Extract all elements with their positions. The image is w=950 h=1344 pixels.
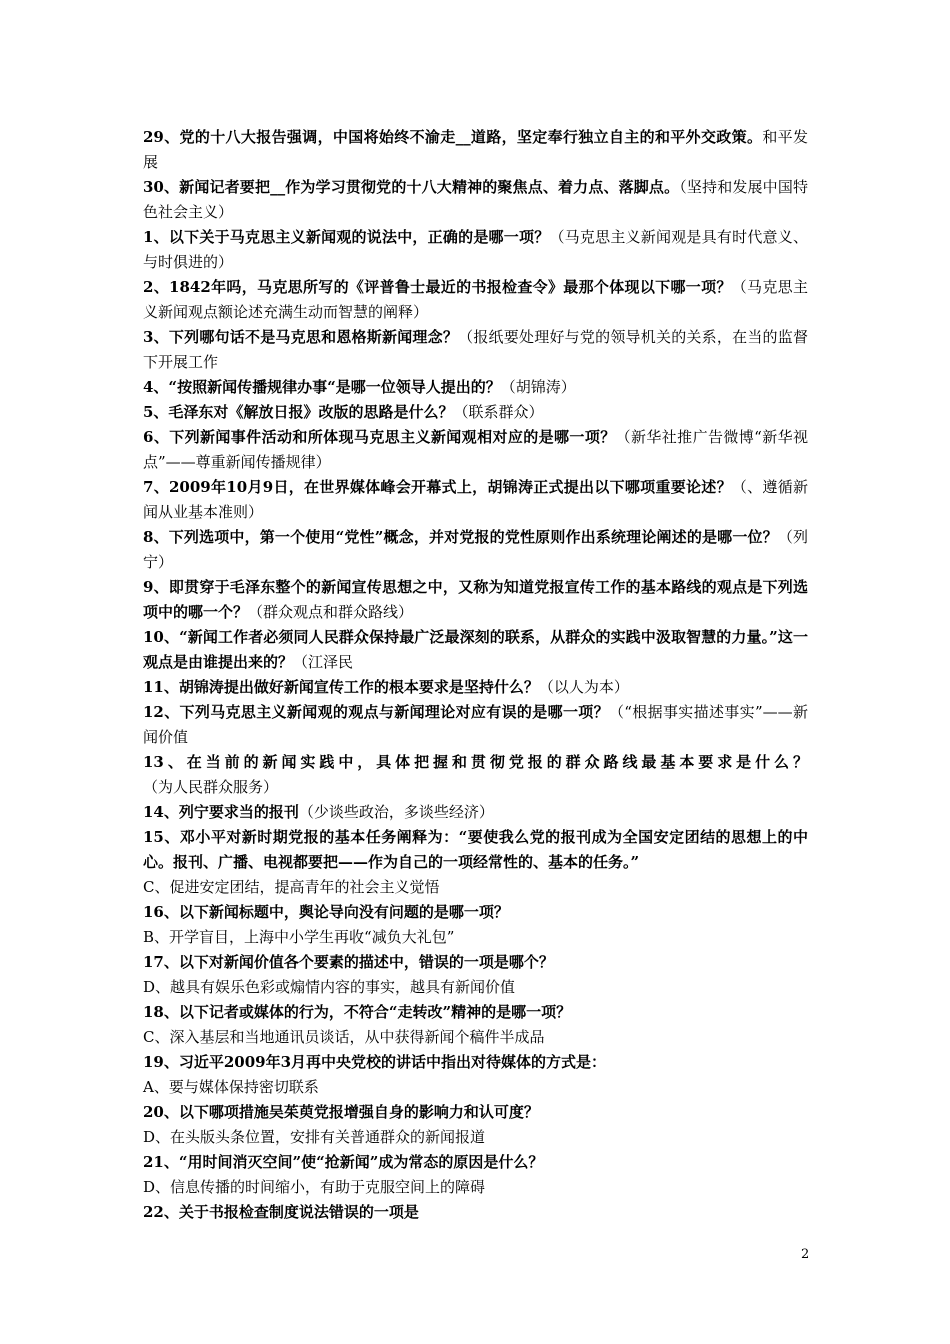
list-item — [143, 325, 808, 375]
list-item — [143, 225, 808, 275]
answer-text: B、开学盲目，上海中小学生再收“减负大礼包” — [143, 928, 455, 946]
question-text: 3、下列哪句话不是马克思和恩格斯新闻理念？ — [143, 328, 459, 346]
answer-text: （江泽民 — [293, 653, 354, 671]
list-item — [143, 800, 808, 825]
list-item — [143, 375, 808, 400]
question-list — [143, 125, 808, 1225]
question-text: 19、习近平2009年3月再中央党校的讲话中指出对待媒体的方式是： — [143, 1053, 607, 1071]
answer-text: （联系群众） — [453, 403, 544, 421]
list-item — [143, 475, 808, 525]
answer-text: （、遵循新闻从业基本准则） — [143, 478, 808, 521]
list-item — [143, 425, 808, 475]
question-text: 6、下列新闻事件活动和所体现马克思主义新闻观相对应的是哪一项？ — [143, 428, 616, 446]
answer-text: （新华社推广告微博“新华视点”——尊重新闻传播规律） — [143, 428, 808, 471]
question-text: 21、“用时间消灭空间”使“抢新闻”成为常态的原因是什么？ — [143, 1153, 544, 1171]
list-item — [143, 1050, 808, 1075]
answer-text: D、在头版头条位置，安排有关普通群众的新闻报道 — [143, 1128, 486, 1146]
answer-text: （胡锦涛） — [500, 378, 576, 396]
list-item — [143, 675, 808, 700]
answer-text: D、信息传播的时间缩小，有助于克服空间上的障碍 — [143, 1178, 486, 1196]
answer-text: （马克思主义新闻观是具有时代意义、与时俱进的） — [143, 228, 808, 271]
answer-text: C、促进安定团结，提高青年的社会主义觉悟 — [143, 878, 440, 896]
list-item — [143, 1100, 808, 1125]
list-item — [143, 700, 808, 750]
question-text: 16、以下新闻标题中，舆论导向没有问题的是哪一项？ — [143, 903, 509, 921]
question-text: 15、邓小平对新时期党报的基本任务阐释为：“要使我么党的报刊成为全国安定团结的思想上的中心。报刊、广播、电视都要把——作为自己的一项经常性的、基本的任务。” — [143, 828, 808, 871]
question-text: 18、以下记者或媒体的行为，不符合“走转改”精神的是哪一项？ — [143, 1003, 572, 1021]
answer-text: （“根据事实描述事实”——新闻价值 — [143, 703, 808, 746]
question-text: 22、关于书报检查制度说法错误的一项是 — [143, 1203, 419, 1221]
list-item — [143, 825, 808, 875]
question-text: 13、在当前的新闻实践中，具体把握和贯彻党报的群众路线最基本要求是什么？ — [143, 753, 808, 771]
question-text: 2、1842年吗，马克思所写的《评普鲁士最近的书报检查令》最那个体现以下哪一项？ — [143, 278, 732, 296]
list-item — [143, 950, 808, 975]
answer-text: （以人为本） — [538, 678, 629, 696]
answer-text: （少谈些政治，多谈些经济） — [298, 803, 494, 821]
list-item — [143, 275, 808, 325]
question-text: 5、毛泽东对《解放日报》改版的思路是什么？ — [143, 403, 454, 421]
answer-text: （报纸要处理好与党的领导机关的关系，在当的监督下开展工作 — [143, 328, 808, 371]
list-item — [143, 925, 808, 950]
list-item — [143, 1125, 808, 1150]
question-text: 12、下列马克思主义新闻观的观点与新闻理论对应有误的是哪一项？ — [143, 703, 609, 721]
list-item — [143, 175, 808, 225]
list-item — [143, 125, 808, 175]
list-item — [143, 875, 808, 900]
list-item — [143, 1175, 808, 1200]
answer-text: （列宁） — [143, 528, 808, 571]
list-item — [143, 975, 808, 1000]
answer-text: C、深入基层和当地通讯员谈话，从中获得新闻个稿件半成品 — [143, 1028, 545, 1046]
page-number: 2 — [801, 1247, 810, 1262]
answer-text: （群众观点和群众路线） — [248, 603, 414, 621]
question-text: 4、“按照新闻传播规律办事“是哪一位领导人提出的？ — [143, 378, 501, 396]
question-text: 14、列宁要求当的报刊 — [143, 803, 299, 821]
question-text: 8、下列选项中，第一个使用“党性”概念，并对党报的党性原则作出系统理论阐述的是哪一位？ — [143, 528, 778, 546]
answer-text: A、要与媒体保持密切联系 — [143, 1078, 319, 1096]
list-item — [143, 1000, 808, 1025]
answer-text: D、越具有娱乐色彩或煽情内容的事实，越具有新闻价值 — [143, 978, 516, 996]
list-item — [143, 900, 808, 925]
question-text: 9、即贯穿于毛泽东整个的新闻宣传思想之中，又称为知道党报宣传工作的基本路线的观点是下列选项中的哪一个？ — [143, 578, 808, 621]
question-text: 11、胡锦涛提出做好新闻宣传工作的根本要求是坚持什么？ — [143, 678, 539, 696]
question-text: 1、以下关于马克思主义新闻观的说法中，正确的是哪一项？ — [143, 228, 550, 246]
question-text: 10、“新闻工作者必须同人民群众保持最广泛最深刻的联系，从群众的实践中汲取智慧的力量。”这一观点是由谁提出来的？ — [143, 628, 808, 671]
list-item — [143, 400, 808, 425]
list-item — [143, 1025, 808, 1050]
list-item — [143, 1075, 808, 1100]
answer-text: （为人民群众服务） — [143, 778, 279, 796]
question-text: 17、以下对新闻价值各个要素的描述中，错误的一项是哪个？ — [143, 953, 554, 971]
question-text: 30、新闻记者要把__作为学习贯彻党的十八大精神的聚焦点、着力点、落脚点。 — [143, 178, 680, 196]
list-item — [143, 575, 808, 625]
list-item — [143, 1150, 808, 1175]
answer-text: 和平发展 — [143, 128, 808, 171]
list-item — [143, 625, 808, 675]
answer-text: （坚持和发展中国特色社会主义） — [143, 178, 808, 221]
question-text: 29、党的十八大报告强调，中国将始终不渝走__道路，坚定奉行独立自主的和平外交政策。 — [143, 128, 763, 146]
list-item — [143, 1200, 808, 1225]
question-text: 20、以下哪项措施吴茱萸党报增强自身的影响力和认可度？ — [143, 1103, 539, 1121]
question-text: 7、2009年10月9日，在世界媒体峰会开幕式上，胡锦涛正式提出以下哪项重要论述？ — [143, 478, 732, 496]
list-item — [143, 750, 808, 800]
list-item — [143, 525, 808, 575]
answer-text: （马克思主义新闻观点额论述充满生动而智慧的阐释） — [143, 278, 808, 321]
